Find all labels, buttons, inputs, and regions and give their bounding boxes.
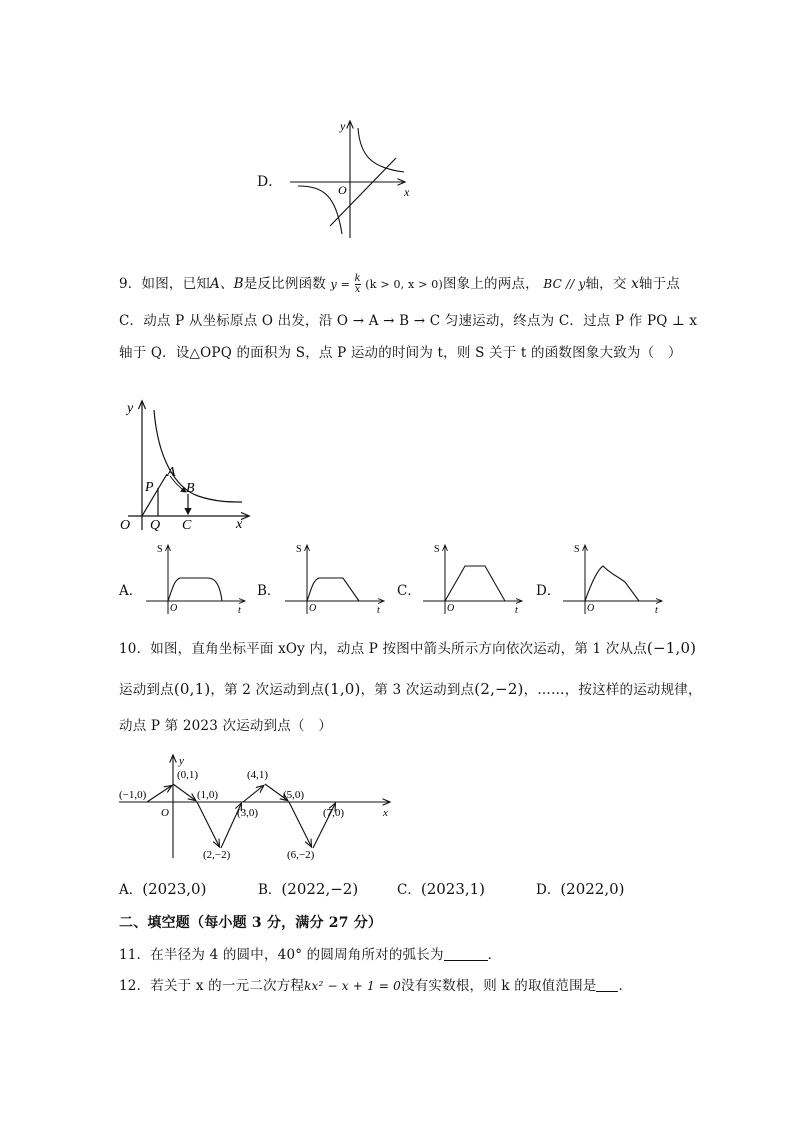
hyperbola-branch-q1 [358, 128, 404, 172]
q10-text: 10．如图，直角坐标平面 xOy 内，动点 P 按图中箭头所示方向依次运动，第 1 次从点 [119, 641, 647, 657]
q9-text: 轴，交 [585, 276, 627, 292]
origin-label: O [170, 603, 178, 614]
q9-option-c-graph[interactable] [419, 540, 525, 616]
q-label: Q [150, 518, 161, 533]
hyperbola [154, 410, 242, 502]
section-heading: 二、填空题（每小题 3 分，满分 27 分） [119, 915, 383, 931]
q10-point-2: (0,1) [173, 680, 211, 698]
label-5-0: (5,0) [283, 789, 305, 801]
q10-line-2 [119, 679, 702, 700]
x-label: x [404, 185, 410, 199]
q10-line-1 [119, 638, 696, 659]
q9-option-a-graph[interactable] [142, 540, 248, 616]
label-m1-0: (−1,0) [119, 789, 147, 801]
step-5 [243, 786, 263, 802]
origin-label: O [161, 807, 169, 819]
label-7-0: (7,0) [323, 807, 345, 819]
x-label: x [383, 807, 388, 819]
step-2 [173, 784, 195, 800]
y-label: y [179, 755, 184, 767]
q11 [119, 945, 501, 965]
q10-point-1: (−1,0) [646, 639, 697, 657]
a-label: A [167, 465, 176, 480]
s-label: S [574, 544, 580, 555]
c-label: C [182, 518, 192, 533]
q9-text: 图象上的两点， [442, 276, 539, 292]
t-label: t [515, 605, 518, 616]
q12 [119, 976, 632, 996]
origin-label: O [120, 518, 131, 533]
q9-option-d-graph[interactable] [559, 540, 665, 616]
q11-text: 11．在半径为 4 的圆中，40° 的圆周角所对的弧长为 [119, 947, 444, 963]
origin-label: O [587, 603, 595, 614]
t-label: t [655, 605, 658, 616]
b-label: B [186, 481, 195, 496]
q9-option-b-label[interactable]: B． [257, 583, 281, 599]
q9-func-cond: (k > 0, x > 0) [365, 278, 443, 291]
q10-option-d[interactable] [536, 878, 625, 898]
label-4-1: (4,1) [247, 769, 269, 781]
q12-text: 12．若关于 x 的一元二次方程 [119, 978, 305, 994]
option-label: B． [258, 882, 282, 898]
q10-text: ，第 3 次运动到点 [360, 682, 475, 698]
q9-text: 轴于点 [638, 276, 681, 292]
s-curve [585, 566, 639, 601]
q12-equation: kx² − x + 1 = 0 [304, 979, 402, 993]
q9-frac-num: k [354, 273, 361, 284]
s-curve [307, 578, 359, 601]
option-value: (2023,1) [420, 880, 486, 898]
option-value: (2022,0) [560, 880, 625, 898]
q10-text: ，……，按这样的运动规律， [523, 682, 702, 698]
step-1 [147, 786, 171, 802]
option-label: A． [119, 882, 143, 898]
q9-func-y: y = [330, 278, 351, 291]
s-curve [445, 566, 505, 601]
label-6-m2: (6,−2) [287, 849, 315, 861]
y-label: y [127, 401, 134, 416]
q12-text: 没有实数根，则 k 的取值范围是 [401, 978, 597, 994]
origin-label: O [309, 603, 317, 614]
q9-line-3: 轴于 Q．设△OPQ 的面积为 S，点 P 运动的时间为 t，则 S 关于 t 的函数图象大致为（ ） [119, 345, 682, 361]
q10-line-3: 动点 P 第 2023 次运动到点（ ） [119, 718, 333, 734]
q9-line-1 [119, 274, 680, 295]
q11-text-end: ． [487, 947, 502, 963]
label-2-m2: (2,−2) [203, 849, 231, 861]
t-label: t [238, 605, 241, 616]
step-7 [289, 802, 311, 846]
q11-answer-blank[interactable] [444, 946, 488, 961]
q9-line-2: C．动点 P 从坐标原点 O 出发，沿 O → A → B → C 匀速运动，终点为 C．过点 P 作 PQ ⊥ x [119, 313, 698, 329]
q10-option-a[interactable] [119, 878, 206, 898]
x-label: x [236, 517, 243, 532]
q9-frac-den: x [354, 284, 361, 295]
q10-point-4: (2,−2) [474, 680, 524, 698]
q10-point-3: (1,0) [324, 680, 361, 698]
figure-d-graph [286, 116, 416, 242]
label-1-0: (1,0) [197, 789, 219, 801]
q9-parallel: BC // y [543, 277, 586, 291]
option-label: D． [536, 882, 561, 898]
q9-option-c-label[interactable]: C． [397, 583, 421, 599]
label-3-0: (3,0) [237, 807, 259, 819]
s-curve [168, 578, 222, 601]
q10-option-c[interactable] [397, 878, 485, 898]
option-value: (2023,0) [142, 880, 207, 898]
origin-label: O [338, 183, 347, 197]
q9-points: A、B [210, 276, 244, 292]
q9-x: x [631, 276, 639, 292]
q9-fraction [355, 274, 361, 295]
q12-answer-blank[interactable] [596, 977, 618, 992]
figure-d-label: D． [257, 174, 283, 190]
hyperbola-branch-q3 [298, 186, 342, 234]
t-label: t [377, 605, 380, 616]
option-value: (2022,−2) [281, 880, 359, 898]
q10-text: 运动到点 [119, 682, 174, 698]
q9-text: 是反比例函数 [243, 276, 326, 292]
y-label: y [340, 119, 346, 133]
s-label: S [157, 544, 163, 555]
q10-figure [117, 752, 395, 862]
q10-text: ，第 2 次运动到点 [210, 682, 325, 698]
label-0-1: (0,1) [177, 769, 199, 781]
q9-main-figure [118, 398, 253, 534]
p-label: P [145, 480, 154, 495]
q10-option-b[interactable] [258, 878, 358, 898]
option-label: C． [397, 882, 421, 898]
origin-label: O [447, 603, 455, 614]
q9-option-b-graph[interactable] [281, 540, 387, 616]
q12-text-end: ． [618, 978, 633, 994]
s-label: S [434, 544, 440, 555]
step-3 [197, 802, 219, 846]
q9-text: 9．如图，已知 [119, 276, 210, 292]
q9-option-d-label[interactable]: D． [536, 583, 561, 599]
s-label: S [296, 544, 302, 555]
q9-option-a-label[interactable]: A． [119, 583, 143, 599]
